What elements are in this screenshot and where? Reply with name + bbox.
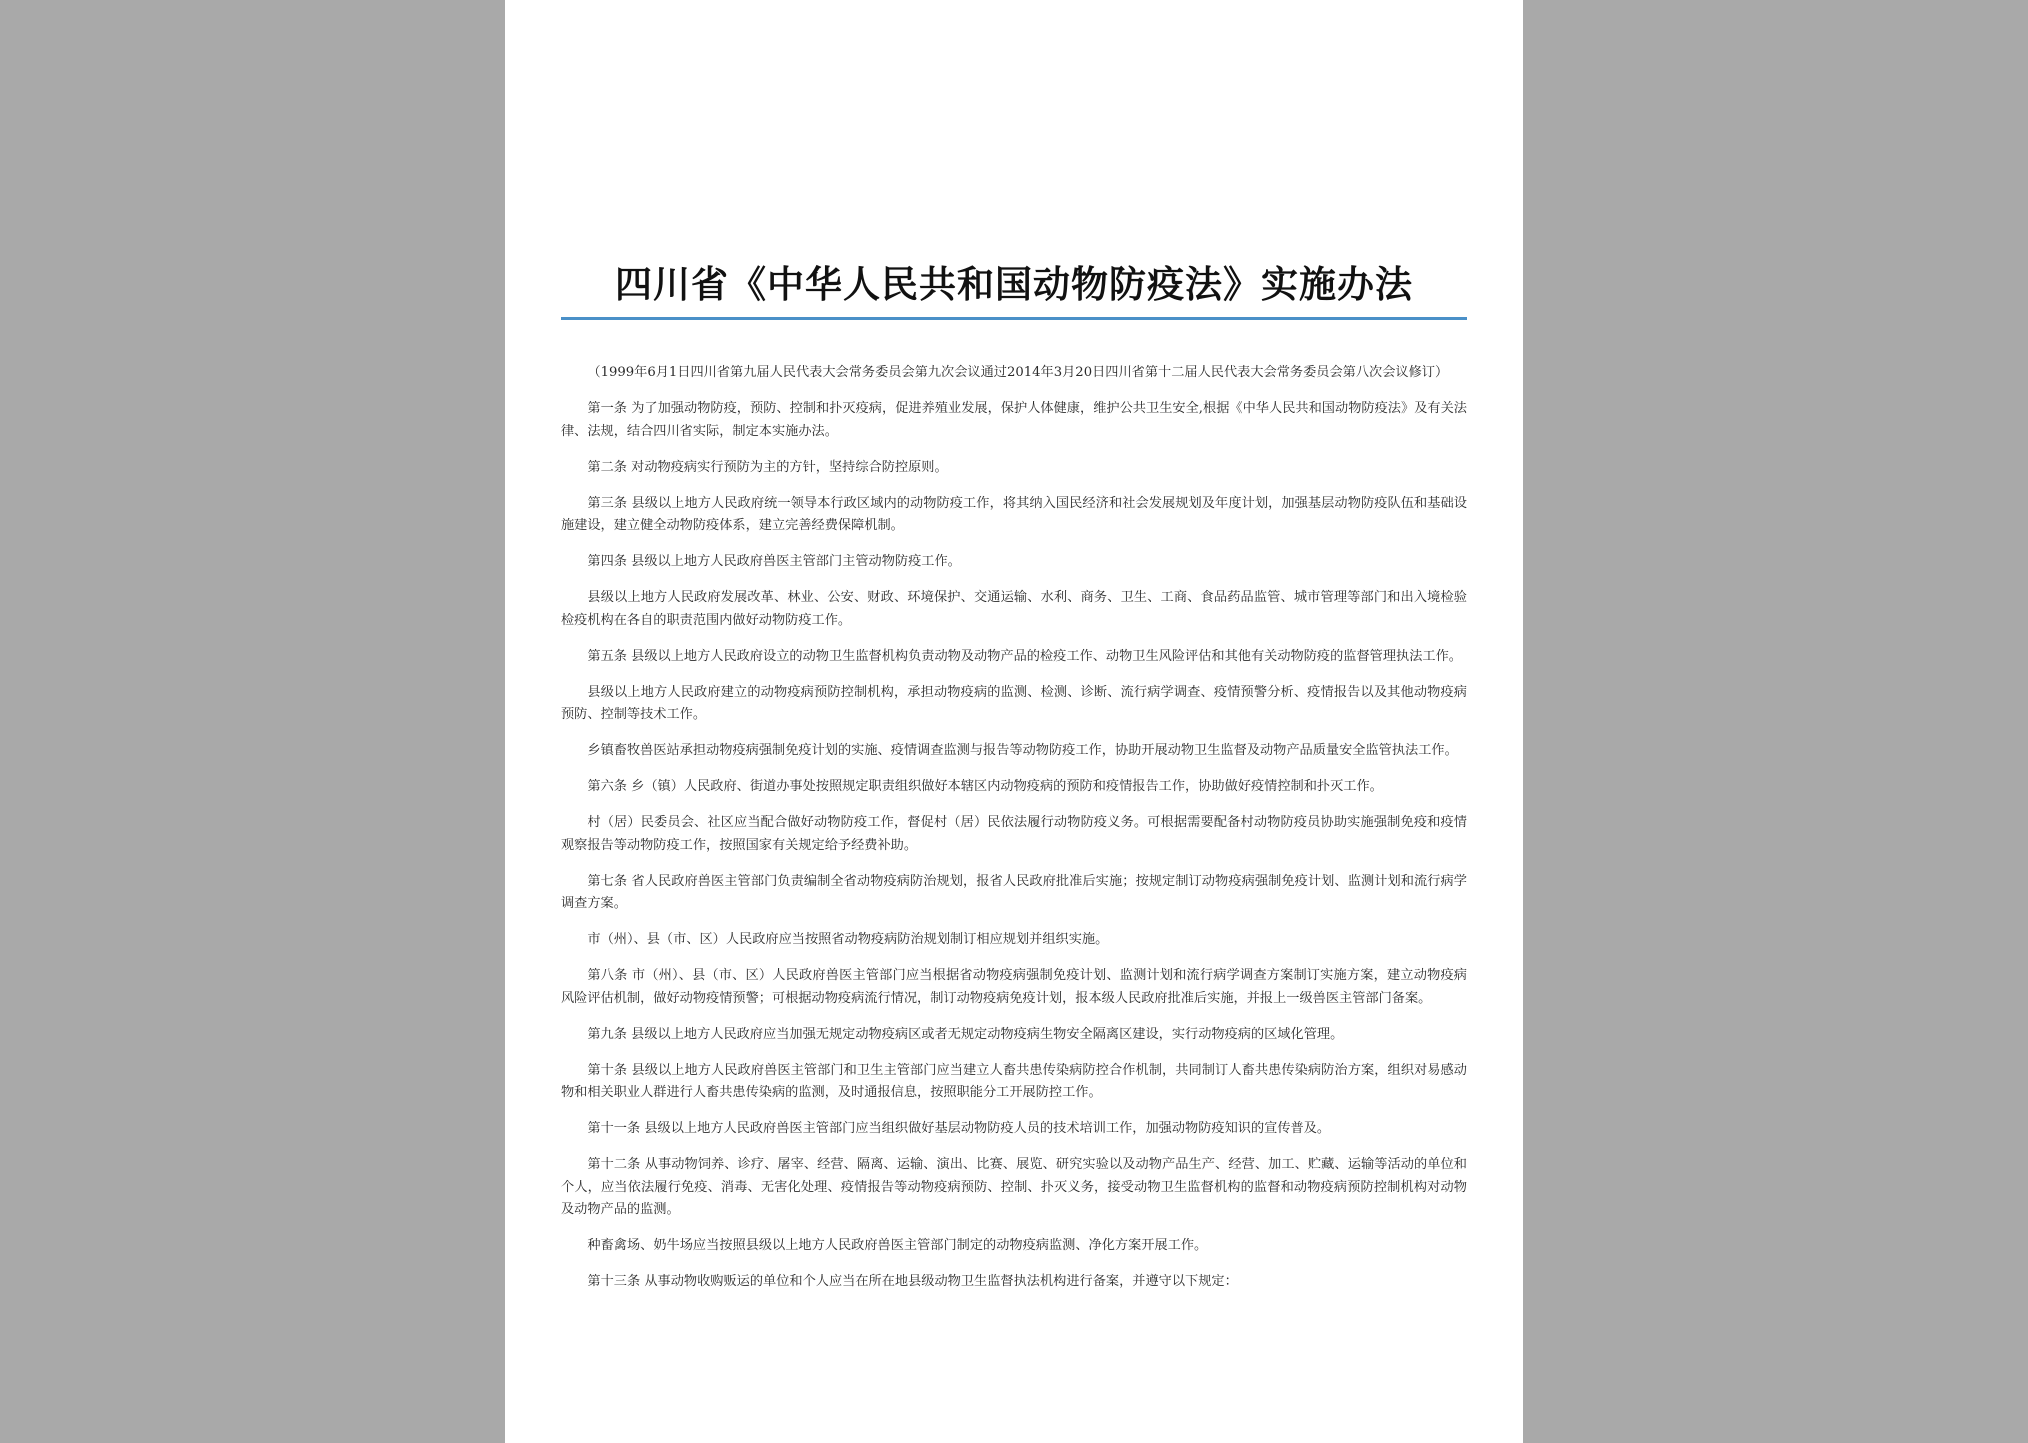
paragraph: 县级以上地方人民政府建立的动物疫病预防控制机构，承担动物疫病的监测、检测、诊断、流行病学调查、疫情预警分析、疫情报告以及其他动物疫病预防、控制等技术工作。: [561, 684, 1467, 722]
paragraph: 第二条 对动物疫病实行预防为主的方针，坚持综合防控原则。: [587, 459, 948, 475]
paragraph: 第四条 县级以上地方人民政府兽医主管部门主管动物防疫工作。: [587, 554, 961, 569]
paragraph: 村（居）民委员会、社区应当配合做好动物防疫工作，督促村（居）民依法履行动物防疫义务。可根据需要配备村动物防疫员协助实施强制免疫和疫情观察报告等动物防疫工作，按照国家有关规定给予经费补助。: [561, 815, 1467, 853]
document-title: 四川省《中华人民共和国动物防疫法》实施办法: [615, 262, 1413, 306]
paragraph: 第十二条 从事动物饲养、诊疗、屠宰、经营、隔离、运输、演出、比赛、展览、研究实验以及动物产品生产、经营、加工、贮藏、运输等活动的单位和个人，应当依法履行免疫、消毒、无害化处理、疫情报告等动物疫病预防、控制、扑灭义务，接受动物卫生监督机构的监督和动物疫病预防控制机构对动物及动物产品的监测。: [561, 1157, 1467, 1217]
title-underline: [561, 317, 1467, 320]
document-page: [505, 0, 1523, 1443]
paragraph: 县级以上地方人民政府发展改革、林业、公安、财政、环境保护、交通运输、水利、商务、卫生、工商、食品药品监管、城市管理等部门和出入境检验检疫机构在各自的职责范围内做好动物防疫工作。: [561, 590, 1467, 628]
paragraph: 第五条 县级以上地方人民政府设立的动物卫生监督机构负责动物及动物产品的检疫工作、动物卫生风险评估和其他有关动物防疫的监督管理执法工作。: [587, 648, 1462, 664]
paragraph: 第十一条 县级以上地方人民政府兽医主管部门应当组织做好基层动物防疫人员的技术培训工作，加强动物防疫知识的宣传普及。: [587, 1121, 1331, 1136]
paragraph: （1999年6月1日四川省第九届人民代表大会常务委员会第九次会议通过2014年3月20日四川省第十二届人民代表大会常务委员会第八次会议修订）: [587, 365, 1449, 380]
paragraph: 市（州）、县（市、区）人民政府应当按照省动物疫病防治规划制订相应规划并组织实施。: [587, 932, 1109, 947]
paragraph: 第七条 省人民政府兽医主管部门负责编制全省动物疫病防治规划，报省人民政府批准后实施；按规定制订动物疫病强制免疫计划、监测计划和流行病学调查方案。: [561, 873, 1467, 911]
document-body: [561, 362, 1467, 1307]
paragraph: 第三条 县级以上地方人民政府统一领导本行政区域内的动物防疫工作，将其纳入国民经济和社会发展规划及年度计划，加强基层动物防疫队伍和基础设施建设，建立健全动物防疫体系，建立完善经费保障机制。: [561, 495, 1467, 533]
paragraph: 第八条 市（州）、县（市、区）人民政府兽医主管部门应当根据省动物疫病强制免疫计划、监测计划和流行病学调查方案制订实施方案，建立动物疫病风险评估机制，做好动物疫情预警；可根据动物疫病流行情况，制订动物疫病免疫计划，报本级人民政府批准后实施，并报上一级兽医主管部门备案。: [561, 968, 1467, 1006]
paragraph: 第十条 县级以上地方人民政府兽医主管部门和卫生主管部门应当建立人畜共患传染病防控合作机制，共同制订人畜共患传染病防治方案，组织对易感动物和相关职业人群进行人畜共患传染病的监测，及时通报信息，按照职能分工开展防控工作。: [561, 1062, 1467, 1100]
paragraph: 种畜禽场、奶牛场应当按照县级以上地方人民政府兽医主管部门制定的动物疫病监测、净化方案开展工作。: [587, 1238, 1208, 1253]
paragraph: 第一条 为了加强动物防疫，预防、控制和扑灭疫病，促进养殖业发展，保护人体健康，维护公共卫生安全,根据《中华人民共和国动物防疫法》及有关法律、法规，结合四川省实际，制定本实施办法。: [561, 401, 1467, 439]
paragraph: 第六条 乡（镇）人民政府、街道办事处按照规定职责组织做好本辖区内动物疫病的预防和疫情报告工作，协助做好疫情控制和扑灭工作。: [587, 779, 1383, 794]
paragraph: 第九条 县级以上地方人民政府应当加强无规定动物疫病区或者无规定动物疫病生物安全隔离区建设，实行动物疫病的区域化管理。: [587, 1026, 1344, 1042]
paragraph: 乡镇畜牧兽医站承担动物疫病强制免疫计划的实施、疫情调查监测与报告等动物防疫工作，协助开展动物卫生监督及动物产品质量安全监管执法工作。: [587, 743, 1458, 758]
paragraph: 第十三条 从事动物收购贩运的单位和个人应当在所在地县级动物卫生监督执法机构进行备案，并遵守以下规定：: [587, 1274, 1238, 1289]
